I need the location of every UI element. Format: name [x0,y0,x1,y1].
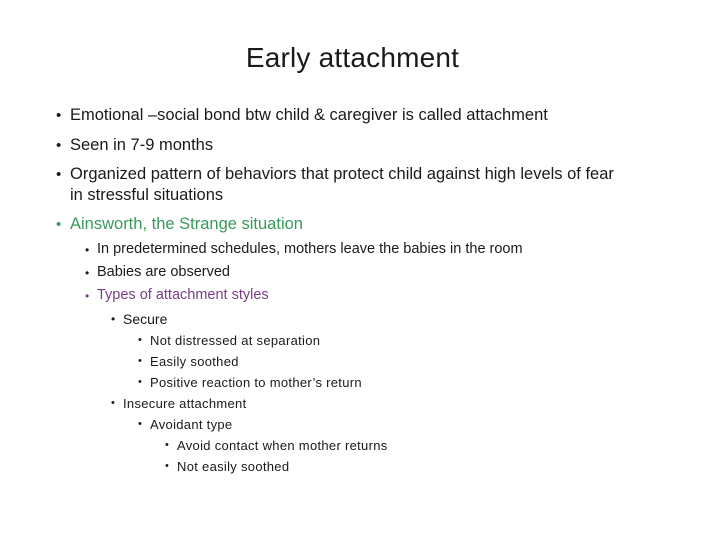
bullet-dot: • [138,334,143,346]
bullet-dot: • [56,107,62,124]
bullet-text: In predetermined schedules, mothers leave the babies in the room [97,241,523,257]
bullet-seen-months [56,136,214,155]
bullet-text: in stressful situations [70,186,224,204]
bullet-text: Organized pattern of behaviors that protect child against high levels of fear [70,165,614,183]
bullet-text: Secure [123,311,168,327]
bullet-dot: • [56,216,62,233]
bullet-text: Ainsworth, the Strange situation [70,215,303,233]
bullet-positive-reaction [138,375,362,390]
bullet-dot: • [165,439,170,451]
bullet-observed [85,264,230,280]
bullet-dot: • [138,376,143,388]
bullet-insecure [111,396,247,411]
bullet-not-easily-soothed [165,459,290,474]
bullet-dot: • [111,397,116,409]
bullet-text: Emotional –social bond btw child & caregiver is called attachment [70,106,548,124]
bullet-text: Positive reaction to mother’s return [150,375,362,390]
slide-title: Early attachment [245,42,460,73]
bullet-text: Types of attachment styles [97,287,269,303]
bullet-text: Not distressed at separation [150,333,321,348]
bullet-types [85,287,269,303]
bullet-dot: • [56,166,62,183]
bullet-dot: • [111,312,116,326]
bullet-predetermined [85,241,523,257]
bullet-dot: • [138,355,143,367]
bullet-text: Seen in 7-9 months [70,136,214,154]
bullet-text: Babies are observed [97,264,230,280]
bullet-dot: • [165,460,170,472]
bullet-text: Avoid contact when mother returns [177,438,388,453]
bullet-emotional-bond [56,106,548,125]
bullet-organized-pattern-cont [70,186,223,205]
bullet-text: Easily soothed [150,354,239,369]
bullet-dot: • [56,137,62,154]
bullet-organized-pattern [56,165,614,184]
bullet-dot: • [85,243,90,257]
bullet-dot: • [138,418,143,430]
bullet-dot: • [85,289,90,303]
bullet-ainsworth [56,215,303,234]
bullet-not-distressed [138,333,321,348]
bullet-text: Not easily soothed [177,459,290,474]
bullet-avoidant [138,417,233,432]
bullet-dot: • [85,266,90,280]
bullet-secure [111,311,168,327]
bullet-text: Avoidant type [150,417,233,432]
bullet-avoid-contact [165,438,388,453]
bullet-text: Insecure attachment [123,396,247,411]
bullet-easily-soothed [138,354,239,369]
